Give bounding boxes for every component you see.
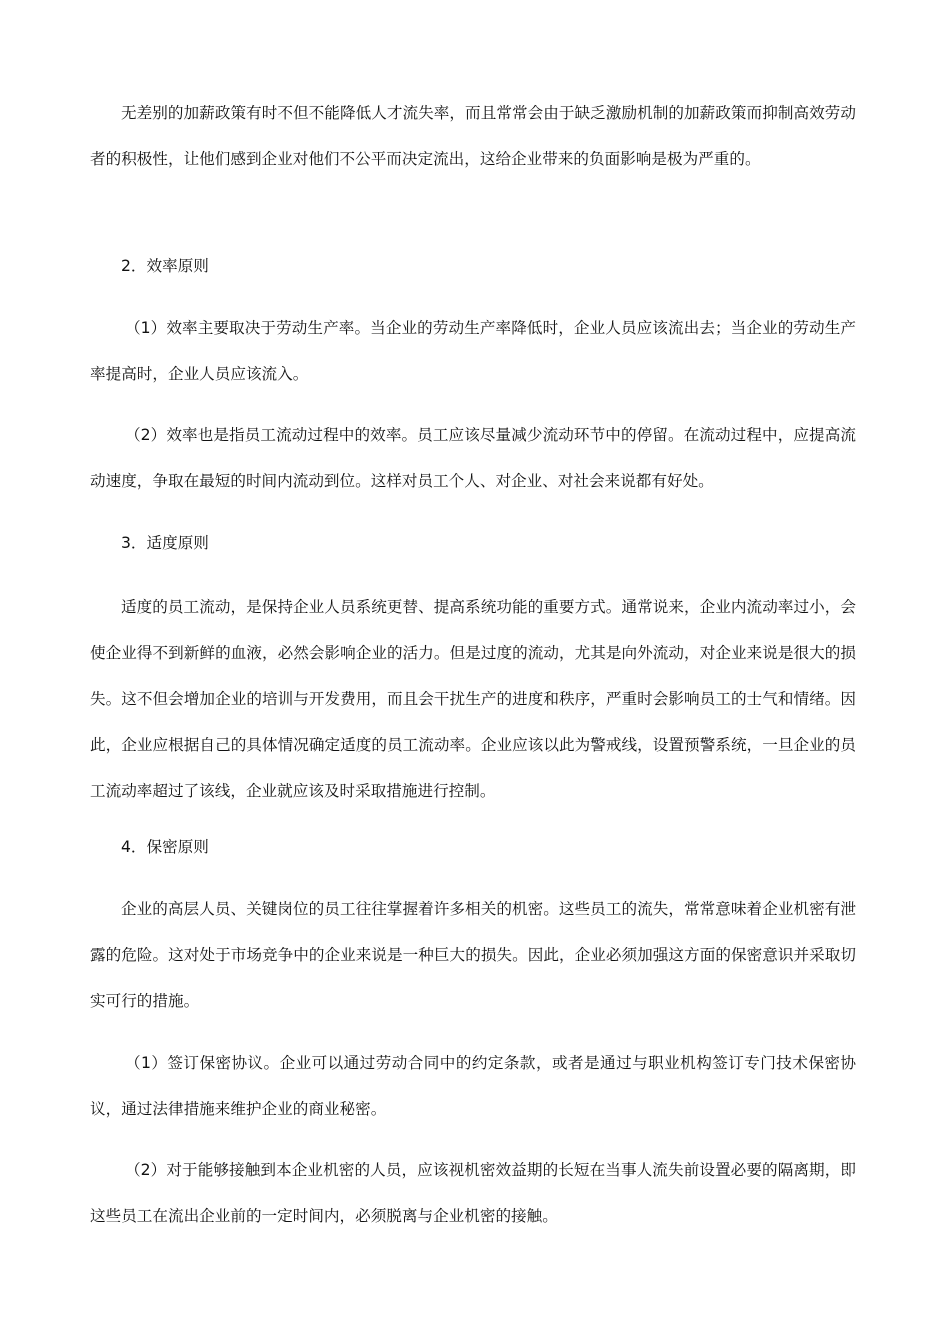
paragraph-raise-policy: 无差别的加薪政策有时不但不能降低人才流失率，而且常常会由于缺乏激励机制的加薪政策而抑制高效劳动者的积极性，让他们感到企业对他们不公平而决定流出，这给企业带来的负面影响是极为严重的。 [90, 104, 856, 168]
paragraph-moderation: 适度的员工流动，是保持企业人员系统更替、提高系统功能的重要方式。通常说来，企业内流动率过小，会使企业得不到新鲜的血液，必然会影响企业的活力。但是过度的流动，尤其是向外流动，对企业来说是很大的损失。这不但会增加企业的培训与开发费用，而且会干扰生产的进度和秩序，严重时会影响员工的士气和情绪。因此，企业应根据自己的具体情况确定适度的员工流动率。企业应该以此为警戒线，设置预警系统，一旦企业的员工流动率超过了该线，企业就应该及时采取措施进行控制。 [90, 598, 856, 800]
paragraph-efficiency-2: （2）效率也是指员工流动过程中的效率。员工应该尽量减少流动环节中的停留。在流动过程中，应提高流动速度，争取在最短的时间内流动到位。这样对员工个人、对企业、对社会来说都有好处。 [90, 426, 856, 490]
heading-confidentiality-principle: 4．保密原则 [121, 838, 209, 856]
paragraph-efficiency-1: （1）效率主要取决于劳动生产率。当企业的劳动生产率降低时，企业人员应该流出去；当企业的劳动生产率提高时，企业人员应该流入。 [90, 319, 856, 383]
heading-efficiency-principle: 2．效率原则 [121, 257, 209, 275]
paragraph-confidentiality-1: （1）签订保密协议。企业可以通过劳动合同中的约定条款，或者是通过与职业机构签订专门技术保密协议，通过法律措施来维护企业的商业秘密。 [90, 1054, 856, 1118]
heading-moderation-principle: 3．适度原则 [121, 534, 209, 552]
paragraph-confidentiality: 企业的高层人员、关键岗位的员工往往掌握着许多相关的机密。这些员工的流失，常常意味着企业机密有泄露的危险。这对处于市场竞争中的企业来说是一种巨大的损失。因此，企业必须加强这方面的保密意识并采取切实可行的措施。 [90, 900, 856, 1010]
paragraph-confidentiality-2: （2）对于能够接触到本企业机密的人员，应该视机密效益期的长短在当事人流失前设置必要的隔离期，即这些员工在流出企业前的一定时间内，必须脱离与企业机密的接触。 [90, 1161, 856, 1225]
